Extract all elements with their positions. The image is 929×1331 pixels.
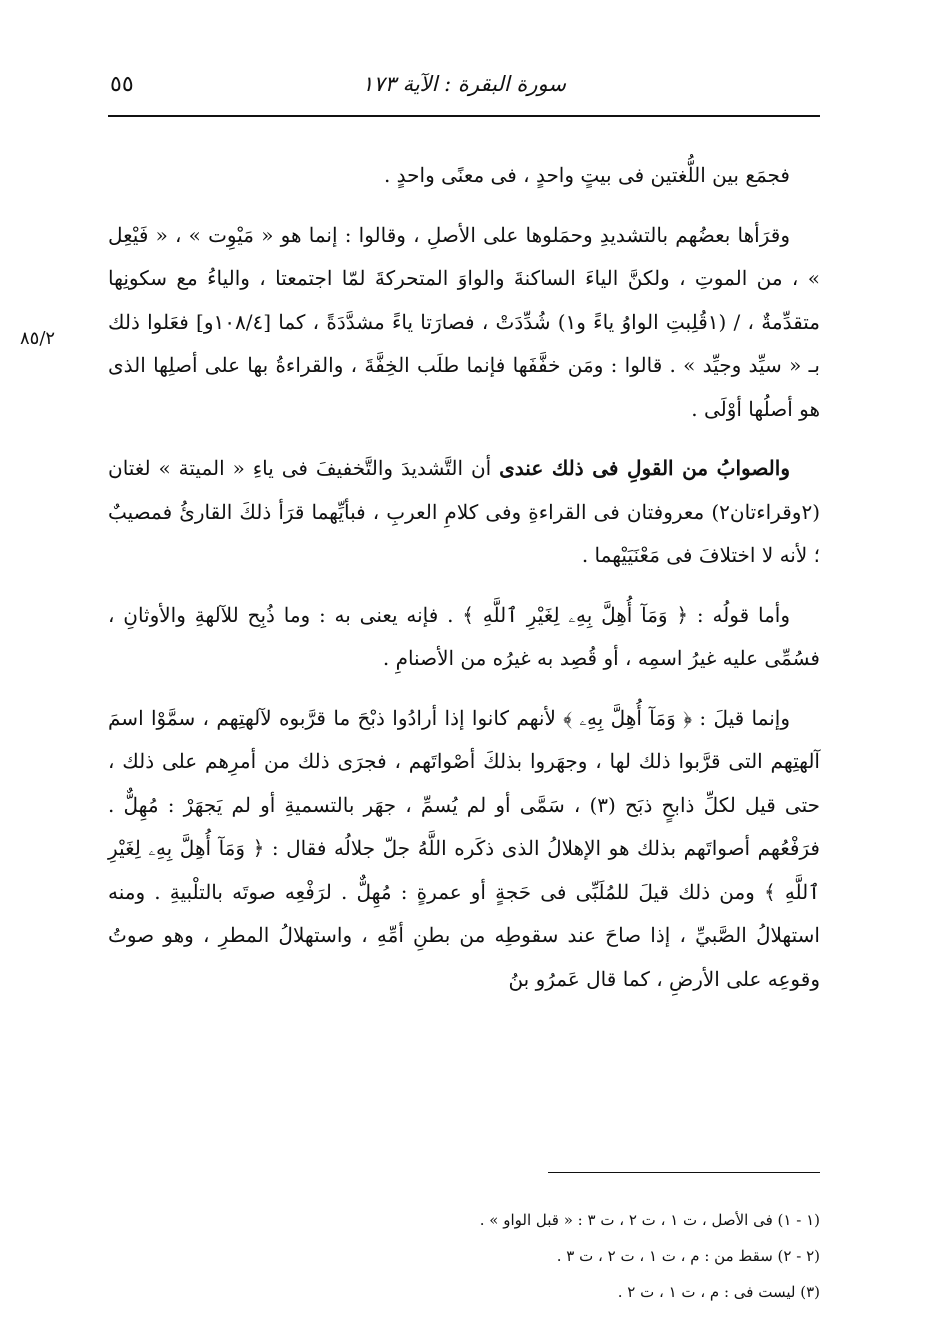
paragraph-3 <box>108 447 820 578</box>
paragraph-2: وقرَأها بعضُهم بالتشديدِ وحمَلوها على الأصلِ ، وقالوا : إنما هو « مَيْوِت » ، « فَيْعِل » ، من الموتِ ، ولكنَّ الياءَ الساكنةَ والواوَ المتحركةَ لمّا اجتمعتا ، والياءُ مع سكونِها متقدِّمةٌ ، / (١قُلِبتِ الواوُ ياءً و١) شُدِّدَتْ ، فصارَتا ياءً مشدَّدَةً ، كما [١٠٨/٤و] فعَلوا ذلك بـ « سيِّد وجيِّد » . قالوا : ومَن خفَّفَها فإنما طلَب الخِفَّةَ ، والقراءةُ بها على أصلِها الذى هو أصلُها أوْلَى . <box>108 222 820 421</box>
footnotes <box>108 1202 820 1310</box>
footnote-rule <box>548 1172 820 1173</box>
main-text <box>108 154 820 1017</box>
paragraph-3-bold-lead: والصوابُ من القولِ فى ذلك عندى <box>499 456 790 480</box>
footnote-1: (١ - ١) فى الأصل ، ت ١ ، ت ٢ ، ت ٣ : « قبل الواو » . <box>479 1211 820 1229</box>
page-header <box>108 66 820 106</box>
paragraph-4: وأما قولُه : ﴿ وَمَآ أُهِلَّ بِهِۦ لِغَيْرِ ٱللَّهِ ﴾ . فإنه يعنى به : وما ذُبِح للآلهةِ والأوثانِ ، فسُمِّى عليه غيرُ اسمِه ، أو قُصِد به غيرُه من الأصنامِ . <box>108 602 820 670</box>
paragraph-1: فجمَع بين اللُّغتين فى بيتٍ واحدٍ ، فى معنًى واحدٍ . <box>383 163 790 187</box>
page-number: ٥٥ <box>110 72 134 97</box>
footnote-3: (٣) ليست فى : م ، ت ١ ، ت ٢ . <box>617 1283 820 1301</box>
header-rule <box>108 115 820 117</box>
margin-note: ٨٥/٢ <box>20 328 56 349</box>
footnote-2: (٢ - ٢) سقط من : م ، ت ١ ، ت ٢ ، ت ٣ . <box>556 1247 820 1265</box>
running-title: سورة البقرة : الآية ١٧٣ <box>362 72 566 96</box>
paragraph-5: وإنما قيلَ : ﴿ وَمَآ أُهِلَّ بِهِۦ ﴾ لأنهم كانوا إذا أرادُوا ذبْحَ ما قرَّبوه لآلهتِهم ، سمَّوْا اسمَ آلهتِهم التى قرَّبوا ذلك لها ، وجهَروا بذلكَ أصْواتَهم ، فجرَى ذلك من أمرِهم على ذلك ، حتى قيل لكلِّ ذابحٍ ذبَح (٣) ، سَمَّى أو لم يُسمِّ ، جهَر بالتسميةِ أو لم يَجهَرْ : مُهِلٌّ . فرَفْعُهم أصواتَهم بذلك هو الإهلالُ الذى ذكَره اللَّهُ جلّ جلالُه فقال : ﴿ وَمَآ أُهِلَّ بِهِۦ لِغَيْرِ ٱللَّهِ ﴾ ومن ذلك قيلَ للمُلَبِّى فى حَجةٍ أو عمرةٍ : مُهِلٌّ . لرَفْعِه صوتَه بالتلْبيةِ . ومنه استهلالُ الصَّبيِّ ، إذا صاحَ عند سقوطِه من بطنِ أمِّهِ ، واستهلالُ المطرِ ، وهو صوتُ وقوعِه على الأرضِ ، كما قال عَمرُو بنُ <box>108 705 820 991</box>
paragraph-3-body: أن التَّشديدَ والتَّخفيفَ فى ياءِ « الميتة » لغتان (٢وقراءتان٢) معروفتان فى القراءةِ وفى كلامِ العربِ ، فبأيِّهما قرَأ ذلكَ القارئُ فمصيبٌ ؛ لأنه لا اختلافَ فى مَعْنَيَيْهما . <box>108 456 820 567</box>
